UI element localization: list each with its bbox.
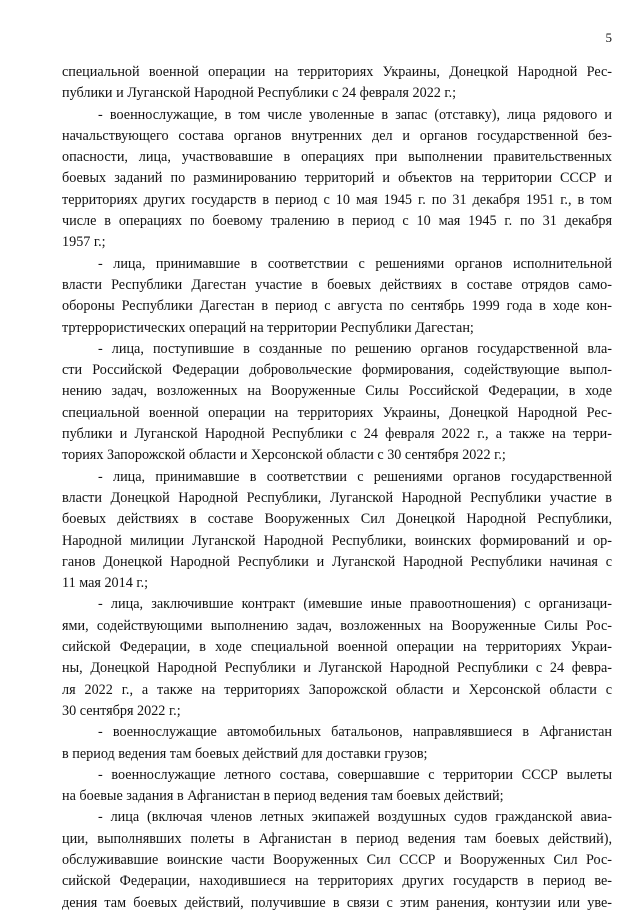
document-body [62,62,612,914]
text-line: 30 сентября 2022 г.; [62,702,181,719]
text-line: на боевые задания в Афганистан в период ведения там боевых действий; [62,788,504,805]
text-line: ции, выполнявших полеты в Афганистан в период ведения там боевых действий), [62,830,612,847]
text-line: ями, содействующими выполнению задач, возложенных на Вооруженные Силы Рос- [62,617,612,634]
text-line: начальствующего состава органов внутренних дел и органов государственной без- [62,127,612,144]
text-line: 11 мая 2014 г.; [62,575,149,592]
text-line: - военнослужащие летного состава, совершавшие с территории СССР вылеты [98,766,612,783]
text-line: ториях Запорожской области и Херсонской области с 30 сентября 2022 г.; [62,447,506,464]
text-line: обслуживавшие воинские части Вооруженных Сил СССР и Вооруженных Сил Рос- [62,851,612,868]
text-line: дения там боевых действий, получившие в связи с этим ранения, контузии или уве- [62,894,612,911]
text-line: ля 2022 г., а также на территориях Запорожской области и Херсонской области с [62,681,612,698]
text-line: числе в операциях по боевому тралению в период с 10 мая 1945 г. по 31 декабря [62,213,612,230]
text-line: обороны Республики Дагестан в период с августа по сентябрь 1999 года в ходе кон- [62,298,612,315]
paragraph [62,339,612,467]
paragraph [62,807,612,913]
text-line: публики и Луганской Народной Республики с 24 февраля 2022 г., а также на терри- [62,426,612,443]
text-line: - лица, принимавшие в соответствии с решениями органов исполнительной [98,255,612,272]
paragraph [62,467,612,595]
text-line: ганов Донецкой Народной Республики и Луганской Народной Республики начиная с [62,553,612,570]
paragraph [62,254,612,339]
paragraph [62,765,612,808]
text-line: Народной милиции Луганской Народной Республики, воинских формирований и ор- [62,532,612,549]
text-line: - лица, заключившие контракт (имевшие иные правоотношения) с организаци- [98,596,612,613]
text-line: территориях других государств в период с 10 мая 1945 г. по 31 декабря 1951 г., в том [62,191,612,208]
text-line: специальной военной операции на территориях Украины, Донецкой Народной Рес- [62,64,612,80]
text-line: сти Российской Федерации добровольческие формирования, содействующие выпол- [62,362,612,379]
text-line: специальной военной операции на территориях Украины, Донецкой Народной Рес- [62,404,612,421]
text-line: - военнослужащие автомобильных батальонов, направлявшиеся в Афганистан [98,724,612,741]
text-line: ны, Донецкой Народной Республики и Луганской Народной Республики с 24 февра- [62,660,612,677]
text-line: - лица, поступившие в созданные по решению органов государственной вла- [98,340,612,357]
text-line: в период ведения там боевых действий для доставки грузов; [62,745,428,762]
page-number: 5 [605,30,612,45]
text-line: сийской Федерации, находившиеся на территориях других государств в период ве- [62,873,612,890]
text-line: боевых действиях в составе Вооруженных Сил Донецкой Народной Республики, [62,511,612,528]
text-line: боевых заданий по разминированию территорий и объектов на территории СССР и [62,170,612,187]
paragraph [62,594,612,722]
text-line: - лица (включая членов летных экипажей воздушных судов гражданской авиа- [98,809,612,826]
text-line: тртеррористических операций на территории Республики Дагестан; [62,319,474,336]
text-line: сийской Федерации, в ходе специальной военной операции на территориях Украи- [62,639,612,656]
text-line: 1957 г.; [62,234,106,251]
text-line: публики и Луганской Народной Республики с 24 февраля 2022 г.; [62,85,457,102]
text-line: власти Донецкой Народной Республики, Луганской Народной Республики участие в [62,489,612,506]
paragraph [62,105,612,254]
text-line: опасности, лица, участвовавшие в операциях при выполнении правительственных [62,149,612,166]
paragraph [62,722,612,765]
text-line: - военнослужащие, в том числе уволенные в запас (отставку), лица рядового и [98,106,612,123]
paragraph [62,62,612,105]
text-line: - лица, принимавшие в соответствии с решениями органов государственной [98,468,612,485]
text-line: нению задач, возложенных на Вооруженные Силы Российской Федерации, в ходе [62,383,612,400]
text-line: власти Республики Дагестан участие в боевых действиях в составе отрядов само- [62,276,612,293]
